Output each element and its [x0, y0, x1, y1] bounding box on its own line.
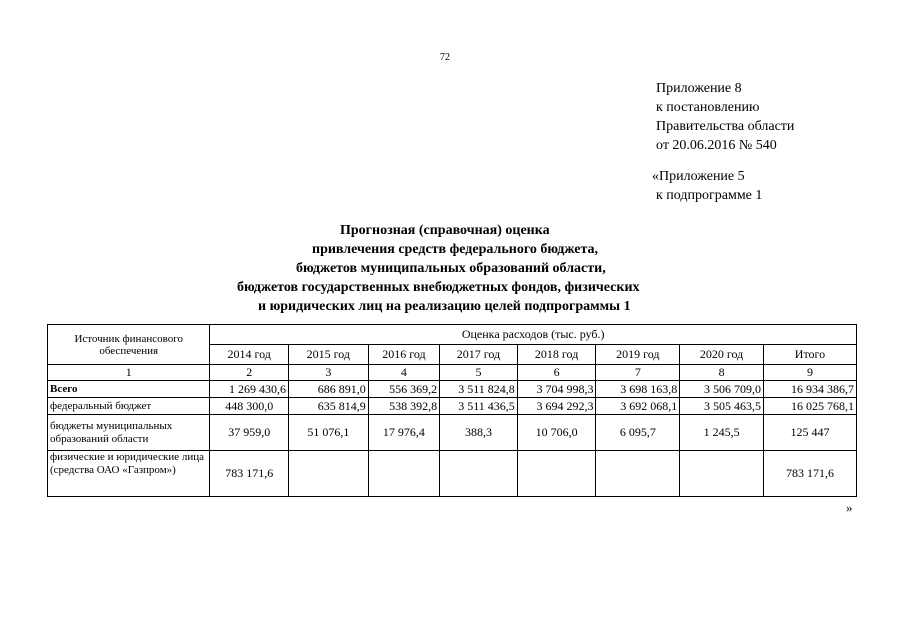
column-number: 9	[763, 365, 856, 381]
value-cell: 3 692 068,1	[596, 398, 680, 415]
page-number: 72	[440, 52, 450, 63]
value-cell: 3 694 292,3	[517, 398, 596, 415]
column-number: 2	[210, 365, 289, 381]
value-cell: 556 369,2	[368, 381, 439, 398]
title-line: бюджетов государственных внебюджетных фондов, физических	[237, 280, 640, 295]
value-cell: 125 447	[763, 415, 856, 451]
value-cell	[517, 451, 596, 497]
year-header: 2020 год	[680, 345, 764, 365]
value-cell: 3 511 436,5	[440, 398, 518, 415]
source-header: Источник финансового обеспечения	[48, 325, 210, 365]
estimate-header: Оценка расходов (тыс. руб.)	[210, 325, 857, 345]
value-cell: 783 171,6	[210, 451, 289, 497]
title-line: привлечения средств федерального бюджета,	[312, 242, 599, 257]
appendix-sub-block	[652, 167, 762, 205]
value-cell: 3 506 709,0	[680, 381, 764, 398]
value-cell: 635 814,9	[289, 398, 369, 415]
column-number: 1	[48, 365, 210, 381]
table-row	[48, 415, 857, 451]
appendix-line: Правительства области	[656, 119, 795, 134]
value-cell: 686 891,0	[289, 381, 369, 398]
value-cell	[289, 451, 369, 497]
closing-quote: »	[846, 500, 853, 515]
column-number: 3	[289, 365, 369, 381]
appendix-line: к постановлению	[656, 100, 760, 115]
value-cell: 10 706,0	[517, 415, 596, 451]
financing-table	[47, 324, 857, 497]
title-line: бюджетов муниципальных образований области,	[296, 261, 606, 276]
appendix-block	[656, 79, 794, 155]
value-cell: 448 300,0	[210, 398, 289, 415]
column-number: 8	[680, 365, 764, 381]
appendix-line: от 20.06.2016 № 540	[656, 138, 777, 153]
year-header: 2014 год	[210, 345, 289, 365]
value-cell: 388,3	[440, 415, 518, 451]
value-cell: 3 704 998,3	[517, 381, 596, 398]
value-cell: 1 245,5	[680, 415, 764, 451]
appendix-sub-line: к подпрограмме 1	[656, 188, 763, 203]
title-line: Прогнозная (справочная) оценка	[340, 223, 550, 238]
value-cell: 16 934 386,7	[763, 381, 856, 398]
title-line: и юридических лиц на реализацию целей подпрограммы 1	[258, 299, 631, 314]
year-header: 2016 год	[368, 345, 439, 365]
value-cell	[680, 451, 764, 497]
value-cell	[596, 451, 680, 497]
row-label: физические и юридические лица (средства ОАО «Газпром»)	[48, 451, 210, 497]
table-row	[48, 451, 857, 497]
column-number: 5	[440, 365, 518, 381]
value-cell	[440, 451, 518, 497]
value-cell: 37 959,0	[210, 415, 289, 451]
value-cell: 3 505 463,5	[680, 398, 764, 415]
value-cell	[368, 451, 439, 497]
value-cell: 51 076,1	[289, 415, 369, 451]
value-cell: 1 269 430,6	[210, 381, 289, 398]
value-cell: 16 025 768,1	[763, 398, 856, 415]
table-row	[48, 381, 857, 398]
total-header: Итого	[763, 345, 856, 365]
value-cell: 783 171,6	[763, 451, 856, 497]
row-label: Всего	[48, 381, 210, 398]
value-cell: 17 976,4	[368, 415, 439, 451]
table-row	[48, 398, 857, 415]
value-cell: 3 698 163,8	[596, 381, 680, 398]
column-number: 4	[368, 365, 439, 381]
year-header: 2019 год	[596, 345, 680, 365]
appendix-line: Приложение 8	[656, 81, 742, 96]
appendix-sub-line: «Приложение 5	[652, 169, 745, 184]
column-number: 6	[517, 365, 596, 381]
year-header: 2018 год	[517, 345, 596, 365]
row-label: федеральный бюджет	[48, 398, 210, 415]
year-header: 2017 год	[440, 345, 518, 365]
value-cell: 538 392,8	[368, 398, 439, 415]
year-header: 2015 год	[289, 345, 369, 365]
row-label: бюджеты муниципальных образований области	[48, 415, 210, 451]
column-number: 7	[596, 365, 680, 381]
value-cell: 6 095,7	[596, 415, 680, 451]
value-cell: 3 511 824,8	[440, 381, 518, 398]
